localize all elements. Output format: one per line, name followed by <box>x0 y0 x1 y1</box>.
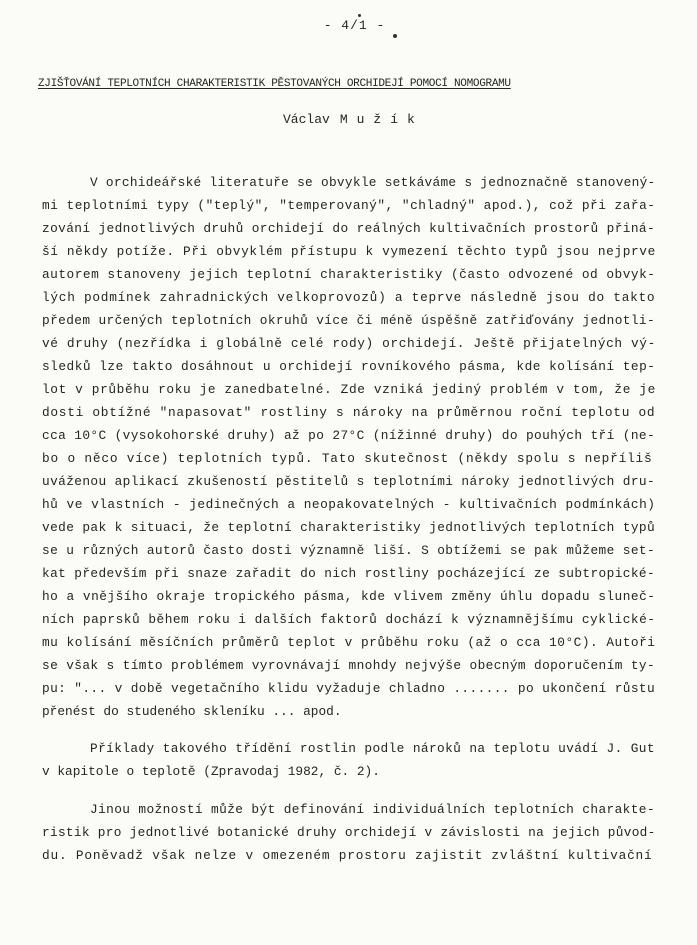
text-line: pu: "... v době vegetačního klidu vyžaduje chladno ....... po ukončení růstu <box>42 681 656 696</box>
text-line: se u různých autorů často dosti významně liší. S obtížemi se pak můžeme set- <box>42 543 656 558</box>
ink-speck <box>358 14 361 17</box>
text-line: dosti obtížné "napasovat" rostliny s nároky na průměrnou roční teplotu od <box>42 405 656 420</box>
author-first-name: Václav <box>283 112 330 127</box>
text-line: přenést do studeného skleníku ... apod. <box>42 704 342 719</box>
text-line: mu kolísání měsíčních průměrů teplot v průběhu roku (až o cca 10°C). Autoři <box>42 635 656 650</box>
text-line: du. Poněvadž však nelze v omezeném prostoru zajistit zvláštní kultivační <box>42 848 653 863</box>
text-line: ních paprsků během roku i dalších faktorů dochází k významnějšímu cyklické- <box>42 612 656 627</box>
text-line: lých podmínek zahradnických velkoprovozů) a teprve následně jsou do takto <box>42 290 656 305</box>
text-line: zování jednotlivých druhů orchidejí do reálných kultivačních prostorů přiná- <box>42 221 656 236</box>
document-title: ZJIŠŤOVÁNÍ TEPLOTNÍCH CHARAKTERISTIK PĚSTOVANÝCH ORCHIDEJÍ POMOCÍ NOMOGRAMU <box>38 78 511 90</box>
page-number: - 4/1 - <box>323 18 386 33</box>
text-line: ristik pro jednotlivé botanické druhy orchidejí v závislosti na jejich původ- <box>42 825 656 840</box>
ink-speck <box>393 34 397 38</box>
text-line: kat především při snaze zařadit do nich rostliny pocházející ze subtropické- <box>42 566 656 581</box>
author-surname: Mužík <box>339 112 424 127</box>
text-line: Jinou možností může být definování individuálních teplotních charakte- <box>90 802 655 817</box>
text-line: sledků lze takto dosáhnout u orchidejí rovníkového pásma, kde kolísání tep- <box>42 359 656 374</box>
text-line: lot v průběhu roku je zanedbatelné. Zde vzniká jediný problém v tom, že je <box>42 382 656 397</box>
text-line: ší někdy potíže. Při obvyklém přístupu k vymezení těchto typů jsou nejprve <box>42 244 656 259</box>
text-line: předem určených teplotních okruhů více či méně úspěšně zatřiďovány jednotli- <box>42 313 656 328</box>
text-line: vé druhy (nezřídka i globálně celé rody) orchidejí. Ještě přijatelných vý- <box>42 336 656 351</box>
text-line: V orchideářské literatuře se obvykle setkáváme s jednoznačně stanovený- <box>90 175 656 190</box>
text-line: hů ve vlastních - jedinečných a neopakovatelných - kultivačních podmínkách) <box>42 497 656 512</box>
text-line: se však s tímto problémem vyrovnávají mnohdy nejvýše obecným doporučením ty- <box>42 658 656 673</box>
text-line: Příklady takového třídění rostlin podle nároků na teplotu uvádí J. Gut <box>90 741 655 756</box>
text-line: mi teplotními typy ("teplý", "temperovaný", "chladný" apod.), což při zařa- <box>42 198 656 213</box>
text-line: autorem stanoveny jejich teplotní charakteristiky (často odvozené od obvyk- <box>42 267 656 282</box>
text-line: bo o něco více) teplotních typů. Tato skutečnost (někdy spolu s nepříliš <box>42 451 653 466</box>
text-line: ho a vnějšího okraje tropického pásma, kde vlivem změny úhlu dopadu sluneč- <box>42 589 656 604</box>
text-line: vede pak k situaci, že teplotní charakteristiky jednotlivých teplotních typů <box>42 520 656 535</box>
text-line: uváženou aplikací zkušeností pěstitelů s teplotními nároky jednotlivých dru- <box>42 474 656 489</box>
text-line: v kapitole o teplotě (Zpravodaj 1982, č. 2). <box>42 764 380 779</box>
text-line: cca 10°C (vysokohorské druhy) až po 27°C (nížinné druhy) do pouhých tří (ne- <box>42 428 656 443</box>
author-line <box>283 112 424 127</box>
